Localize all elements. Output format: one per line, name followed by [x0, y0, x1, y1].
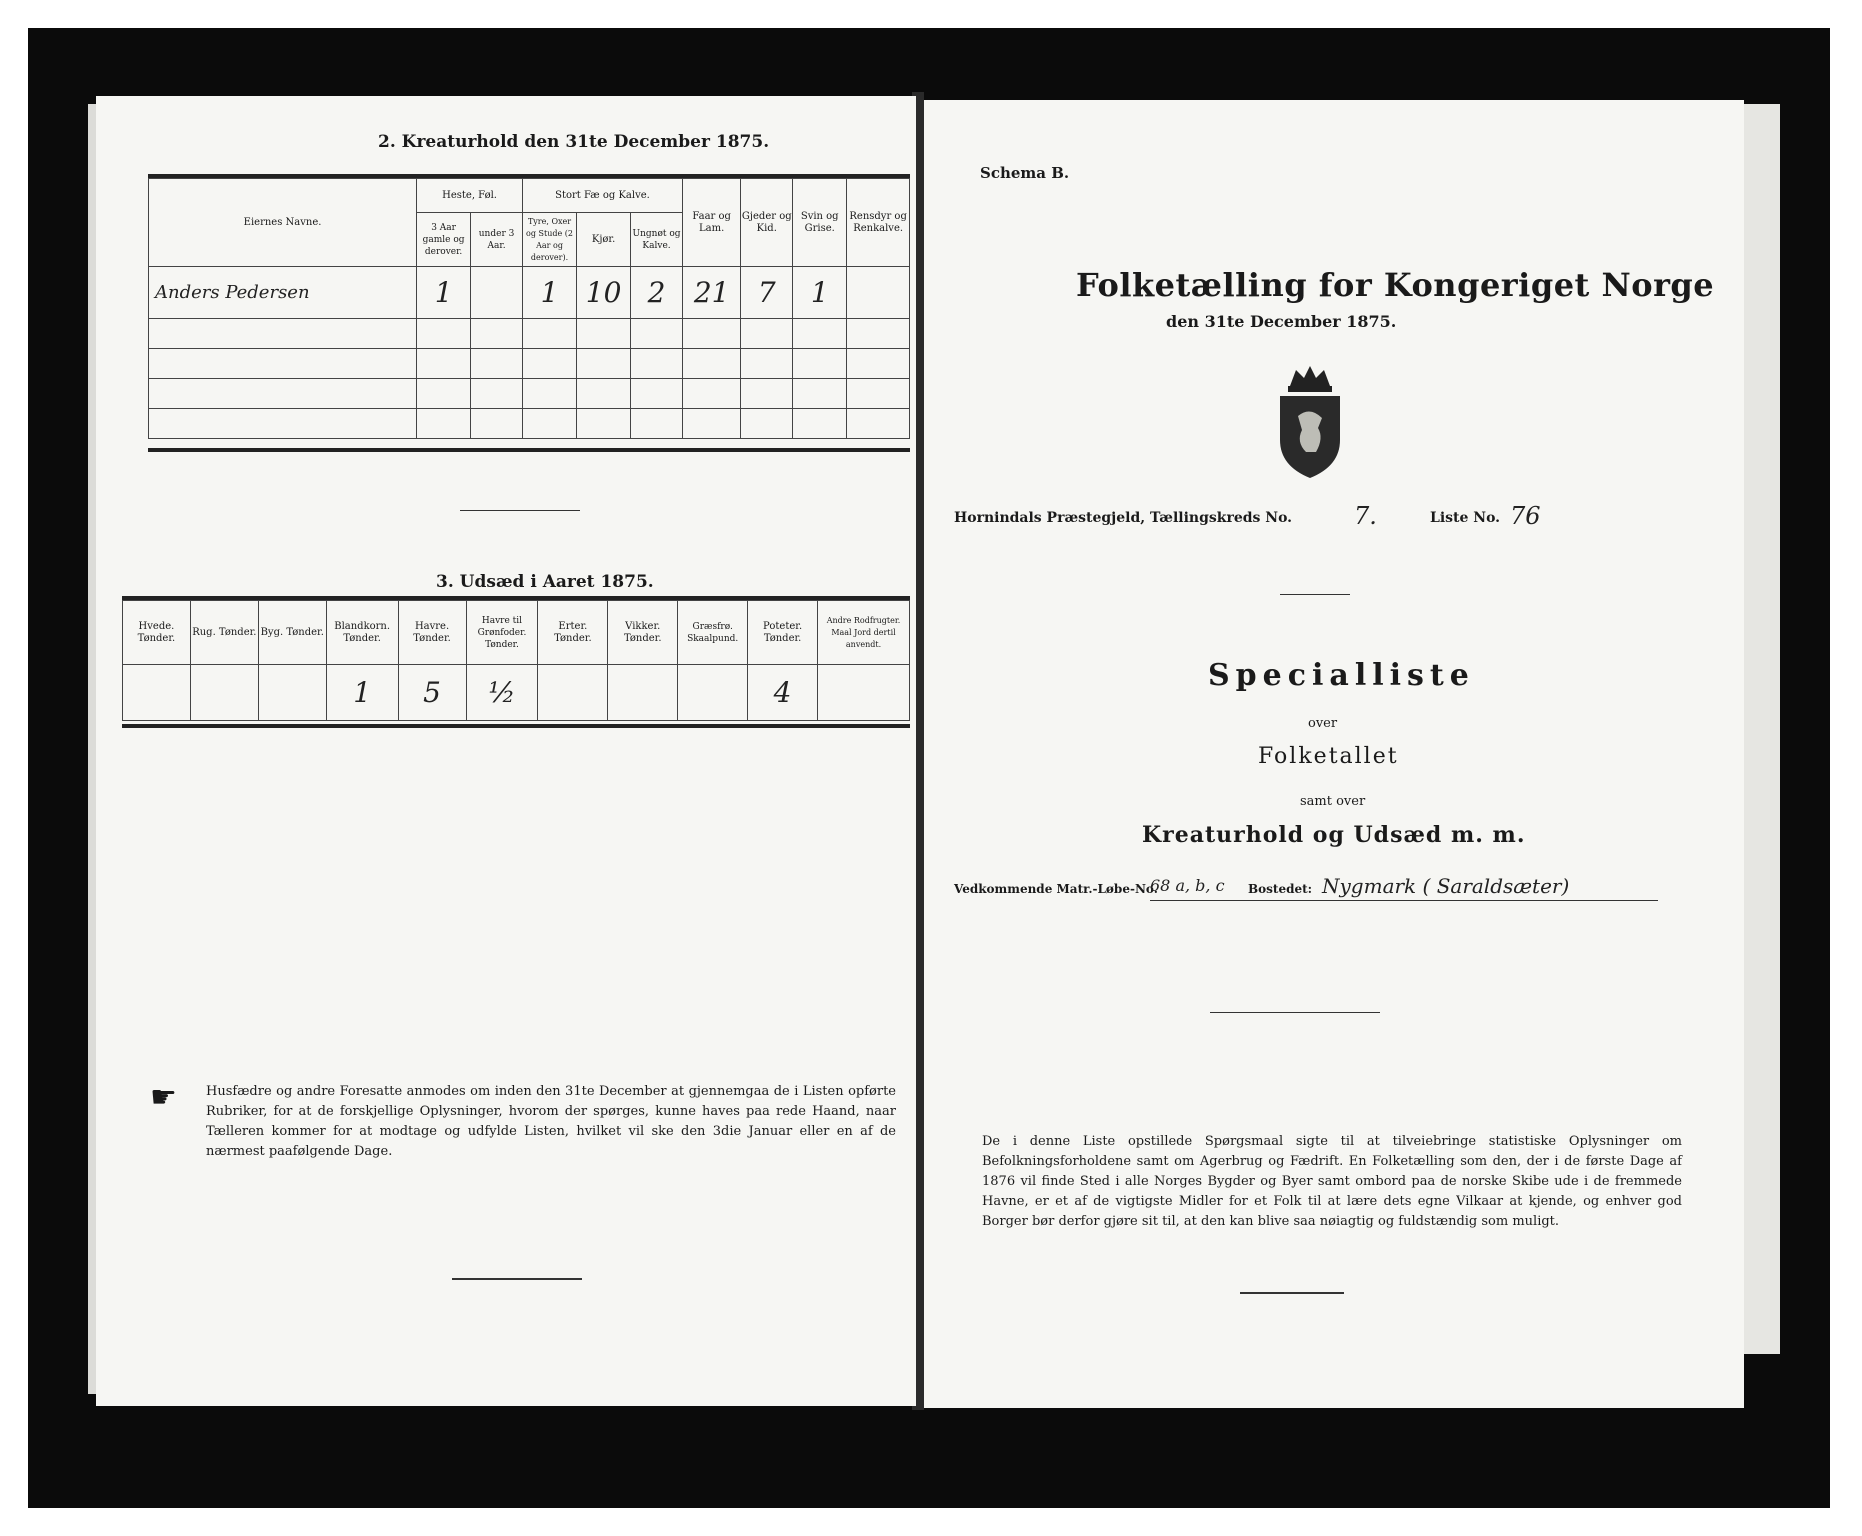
value-oats: 5	[423, 676, 441, 709]
bostedet-label: Bostedet:	[1248, 882, 1313, 896]
col-rye: Rug. Tønder.	[190, 601, 258, 665]
table-row	[149, 319, 910, 349]
value-goats: 7	[757, 276, 776, 309]
value-oats-fodder: ½	[488, 676, 516, 709]
col-horses-young: under 3 Aar.	[471, 213, 523, 267]
value-potatoes: 4	[773, 676, 792, 709]
value-mixed-grain: 1	[353, 676, 372, 709]
col-grass-seed: Græsfrø. Skaalpund.	[678, 601, 748, 665]
table-row	[149, 409, 910, 439]
matr-value: 68 a, b, c	[1150, 876, 1225, 895]
table-row	[123, 665, 910, 721]
over-text: over	[1308, 716, 1338, 731]
col-potatoes: Poteter. Tønder.	[748, 601, 818, 665]
bostedet-underline	[1150, 900, 1658, 901]
col-sheep: Faar og Lam.	[682, 179, 740, 267]
col-wheat: Hvede. Tønder.	[123, 601, 191, 665]
col-cows: Kjør.	[577, 213, 631, 267]
owner-name: Anders Pedersen	[155, 282, 310, 303]
table-row	[149, 267, 910, 319]
right-page	[924, 100, 1744, 1408]
col-mixed-grain: Blandkorn. Tønder.	[326, 601, 398, 665]
liste-number: 76	[1510, 502, 1541, 530]
folketallet-text: Folketallet	[1258, 744, 1399, 769]
bottom-rule	[452, 1278, 582, 1280]
col-bulls: Tyre, Oxer og Stude (2 Aar og derover).	[523, 213, 577, 267]
info-paragraph: De i denne Liste opstillede Spørgsmaal sigte til at tilveiebringe statistiske Oplysninger om Befolkningsforholdene samt om Agerbrug og Fædrift. En Folketælling som den, der i de første Dage af 1876 vil finde Sted i alle Norges Bygder og Byer samt ombord paa de norske Skibe ude i de fremmede Havne, er et af de vigtigste Midler for et Folk til at lære dets egne Vilkaar at kjende, og enhver god Borger bør derfor gjøre sit til, at den kan blive saa nøiagtig og fuldstændig som muligt.	[982, 1134, 1682, 1229]
coat-of-arms-icon	[1268, 362, 1352, 482]
group-horses: Heste, Føl.	[417, 179, 523, 213]
section2-title: 2. Kreaturhold den 31te December 1875.	[378, 132, 770, 152]
value-bulls: 1	[540, 276, 559, 309]
schema-label: Schema B.	[980, 164, 1070, 182]
pointing-hand-icon: ☛	[150, 1080, 177, 1115]
section3-bottom-rule	[122, 724, 910, 728]
col-young-cattle: Ungnøt og Kalve.	[631, 213, 683, 267]
notice-text: Husfædre og andre Foresatte anmodes om inden den 31te December at gjennemgaa de i Listen opførte Rubriker, for at de forskjellige Oplysninger, hvorom der spørges, kunne haves paa rede Haand, naar Tælleren kommer for at modtage og udfylde Listen, hvilket vil ske den 3die Januar eller en af de nærmest paafølgende Dage.	[206, 1084, 896, 1159]
col-oats: Havre. Tønder.	[398, 601, 466, 665]
bottom-rule	[1240, 1292, 1344, 1294]
col-owner-names: Eiernes Navne.	[149, 179, 417, 267]
value-horses-old: 1	[434, 276, 453, 309]
matr-label: Vedkommende Matr.-Løbe-No.	[954, 882, 1158, 896]
divider-rule	[460, 510, 580, 511]
divider-rule	[1280, 594, 1350, 595]
specialliste-heading: Specialliste	[1208, 658, 1475, 693]
table-row	[149, 379, 910, 409]
col-horses-old: 3 Aar gamle og derover.	[417, 213, 471, 267]
sowing-table	[122, 600, 910, 721]
kreds-number: 7.	[1354, 502, 1377, 530]
bostedet-value: Nygmark ( Saraldsæter)	[1322, 874, 1570, 898]
col-peas: Erter. Tønder.	[538, 601, 608, 665]
section3-title: 3. Udsæd i Aaret 1875.	[436, 572, 654, 592]
col-vetch: Vikker. Tønder.	[608, 601, 678, 665]
col-pigs: Svin og Grise.	[793, 179, 847, 267]
samt-over-text: samt over	[1300, 794, 1366, 809]
livestock-table	[148, 178, 910, 439]
group-cattle: Stort Fæ og Kalve.	[523, 179, 683, 213]
kreaturhold-text: Kreaturhold og Udsæd m. m.	[1142, 822, 1526, 848]
col-other-roots: Andre Rodfrugter. Maal Jord dertil anvendt.	[818, 601, 910, 665]
liste-label: Liste No.	[1430, 510, 1501, 526]
value-sheep: 21	[693, 276, 730, 309]
value-cows: 10	[585, 276, 622, 309]
parish-label: Hornindals Præstegjeld, Tællingskreds No.	[954, 510, 1293, 526]
value-young-cattle: 2	[647, 276, 666, 309]
census-title: Folketælling for Kongeriget Norge	[1076, 266, 1715, 304]
section2-bottom-rule	[148, 448, 910, 452]
col-oats-fodder: Havre til Grønfoder. Tønder.	[466, 601, 538, 665]
value-pigs: 1	[810, 276, 829, 309]
underlying-page-right	[1744, 104, 1780, 1354]
divider-rule	[1210, 1012, 1380, 1013]
col-goats: Gjeder og Kid.	[741, 179, 793, 267]
col-reindeer: Rensdyr og Renkalve.	[847, 179, 910, 267]
table-row	[149, 349, 910, 379]
census-date: den 31te December 1875.	[1166, 312, 1397, 331]
left-page	[96, 96, 916, 1406]
col-barley: Byg. Tønder.	[258, 601, 326, 665]
